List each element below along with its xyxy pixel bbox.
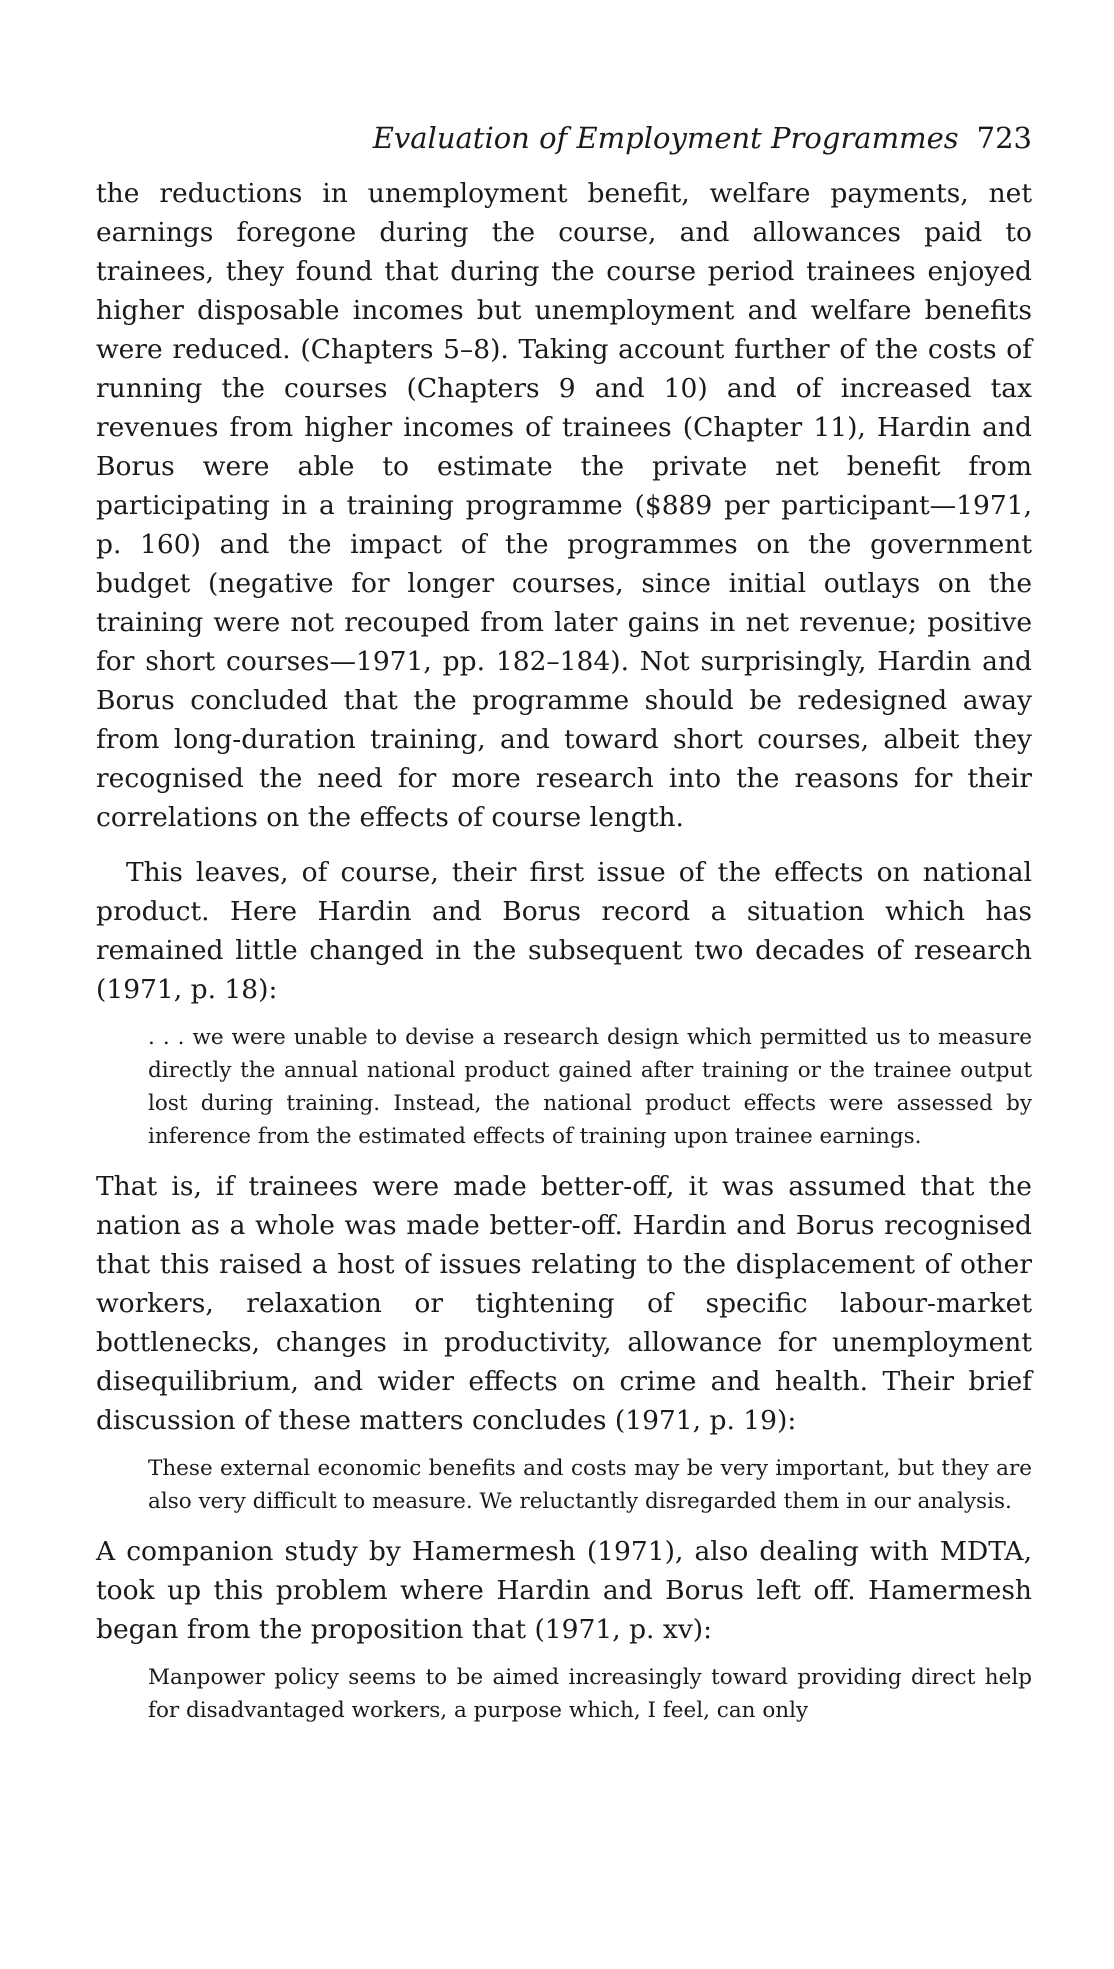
- body-paragraph-1: the reductions in unemployment benefit, welfare payments, net earnings foregone during the course, and allowances paid to trainees, they found that during the course period trainees enjoyed higher disposable incomes but unemployment and welfare benefits were reduced. (Chapters 5–8). Taking account further of the costs of running the courses (Chapters 9 and 10) and of increased tax revenues from higher incomes of trainees (Chapter 11), Hardin and Borus were able to estimate the private net benefit from participating in a training programme ($889 per participant—1971, p. 160) and the impact of the programmes on the government budget (negative for longer courses, since initial outlays on the training were not recouped from later gains in net revenue; positive for short courses—1971, pp. 182–184). Not surprisingly, Hardin and Borus concluded that the programme should be redesigned away from long-duration training, and toward short courses, albeit they recognised the need for more research into the reasons for their correlations on the effects of course length.: [96, 178, 1032, 833]
- body-paragraph-2: This leaves, of course, their first issue of the effects on national product. Here Hardin and Borus record a situation which has remained little changed in the subsequent two decades of research (1971, p. 18):: [96, 857, 1032, 1005]
- body-paragraph-4: A companion study by Hamermesh (1971), also dealing with MDTA, took up this problem where Hardin and Borus left off. Hamermesh began from the proposition that (1971, p. xv):: [96, 1536, 1032, 1645]
- running-header: [96, 118, 1032, 158]
- running-title: Evaluation of Employment Programmes: [372, 121, 959, 155]
- block-quote-1: . . . we were unable to devise a research design which permitted us to measure directly the annual national product gained after training or the trainee output lost during training. Instead, the national product effects were assessed by inference from the estimated effects of training upon trainee earnings.: [148, 1025, 1032, 1149]
- block-quote-3: Manpower policy seems to be aimed increasingly toward providing direct help for disadvantaged workers, a purpose which, I feel, can only: [148, 1665, 1032, 1723]
- block-quote-2: These external economic benefits and costs may be very important, but they are also very difficult to measure. We reluctantly disregarded them in our analysis.: [148, 1456, 1032, 1514]
- page-number: 723: [976, 121, 1032, 155]
- body-paragraph-3: That is, if trainees were made better-off, it was assumed that the nation as a whole was made better-off. Hardin and Borus recognised that this raised a host of issues relating to the displacement of other workers, relaxation or tightening of specific labour-market bottlenecks, changes in productivity, allowance for unemployment disequilibrium, and wider effects on crime and health. Their brief discussion of these matters concludes (1971, p. 19):: [96, 1171, 1032, 1436]
- document-page: [96, 118, 1032, 1741]
